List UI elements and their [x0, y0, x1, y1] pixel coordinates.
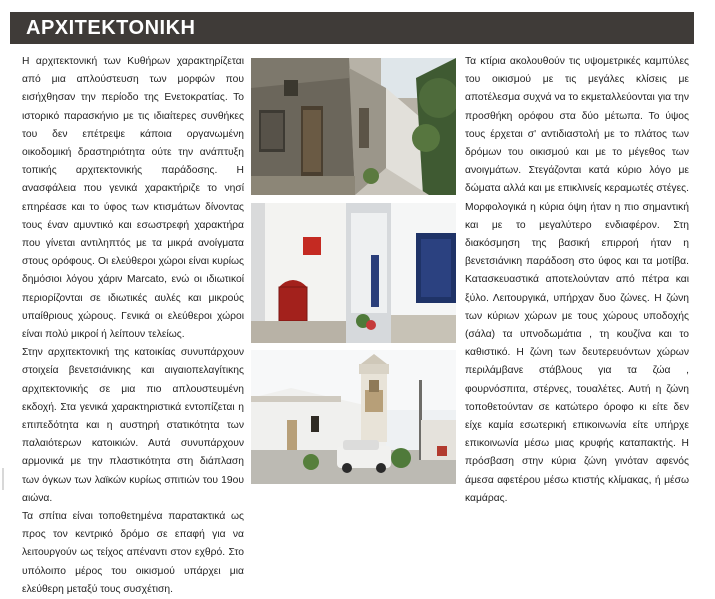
paragraph: Στην αρχιτεκτονική της κατοικίας συνυπάρχουν στοιχεία βενετσιάνικης και αιγαιοπελαγίτικης αρχιτεκτονικής σε μια πιο απλουστευμένη εκδοχή. Στα γενικά χαρακτηριστικά εντοπίζεται η επιπεδότητα και η αυστηρή στατικότητα των παλαιότερων κατοικιών. Αυτά συνυπάρχουν αρμονικά με την πλαστικότητα στη διάπλαση των όγκων των λαϊκών κυρίως σπιτιών του 19ου αιώνα.	[22, 347, 244, 504]
left-text-column	[22, 53, 244, 599]
photo-stone-alley	[251, 58, 456, 195]
page-title: ΑΡΧΙΤΕΚΤΟΝΙΚΗ	[26, 17, 196, 39]
title-bar	[10, 12, 694, 44]
photo-church-street	[251, 350, 456, 484]
page-edge-mark	[2, 468, 4, 490]
paragraph: Τα κτίρια ακολουθούν τις υψομετρικές καμπύλες του οικισμού με τις μεγάλες κλίσεις με αποτέλεσμα συχνά να το εκμεταλλεύονται για την προσθήκη ορόφου στα δύο μέτωπα. Το ύψος τους έρχεται σ' αντιδιαστολή με το πλάτος των δρόμων του οικισμού και με το μέγεθος των ανοιγμάτων. Στεγάζονται κατά κύριο λόγο με δώματα αλλά και με επικλινείς κεραμωτές στέγες. Μορφολογικά η κύρια όψη ήταν η πιο σημαντική και με το μεγαλύτερο ενδιαφέρον. Στη διακόσμηση της βασική επιρροή ήταν η βενετσιάνικη παράδοση στο ύφος και τα μοτίβα. Κατασκευαστικά αποτελούνταν από πέτρα και ξύλο. Λειτουργικά, υπήρχαν δυο ζώνες. Η ζώνη των κύριων χώρων με τους χώρους υποδοχής (σάλα) τα υπνοδωμάτια , τη κουζίνα και το καθιστικό. Η ζώνη των δευτερευόντων χώρων περιλάμβανε στάβλους για τα ζώα , φουρνόσπιτα, στέρνες, τουαλέτες. Αυτή η ζώνη τοποθετούνταν σε κατώτερο όροφο κι είτε δεν είχε καμία εσωτερική επικοινωνία είτε υπήρχε επικοινωνία μέσω μιας κρυφής καταπακτής. Η πρόσβαση στην κύρια ζώνη γινόταν αφενός άμεσα αφετέρου μέσω κτιστής κλίμακας, ή μέσω καμάρας.	[465, 56, 689, 504]
paragraph: Τα σπίτια είναι τοποθετημένα παρατακτικά ως προς τον κεντρικό δρόμο σε επαφή για να λειτουργούν ως τείχος απέναντι στον εχθρό. Στο υπόλοιπο μέρος του οικισμού υπάρχει μια ελεύθερη μεταξύ τους συσχέτιση.	[22, 511, 244, 595]
paragraph: Η αρχιτεκτονική των Κυθήρων χαρακτηρίζεται από μια απλούστευση των μορφών που εισήχθησαν την περίοδο της Ενετοκρατίας. Το ιστορικό παρασκήνιο με τις ιδιαίτερες συνθήκες του δεν επέτρεψε κάποια οργανωμένη οικοδομική δραστηριότητα ούτε την ανάπτυξη τοπικής αρχιτεκτονικής παράδοσης. Η ανασφάλεια που γενικά χαρακτήριζε το νησί επηρέασε και το ύφος των κτισμάτων δίνοντας τους έναν αμυντικό και εσωστρεφή χαρακτήρα που γίνεται αντιληπτός με τα μικρά ανοίγματα στους ορόφους. Οι ελεύθεροι χώροι είναι κυρίως δημόσιοι λόγου χάριν Marcato, ενώ οι ιδιωτικοί περιορίζονται σε ιδιωτικές αυλές και μικρούς υπαίθριους χώρους. Γενικά οι ελεύθεροι χώροι είναι πολύ μικροί ή λείπουν τελείως.	[22, 56, 244, 341]
right-text-column	[465, 53, 689, 508]
photo-white-houses	[251, 203, 456, 343]
